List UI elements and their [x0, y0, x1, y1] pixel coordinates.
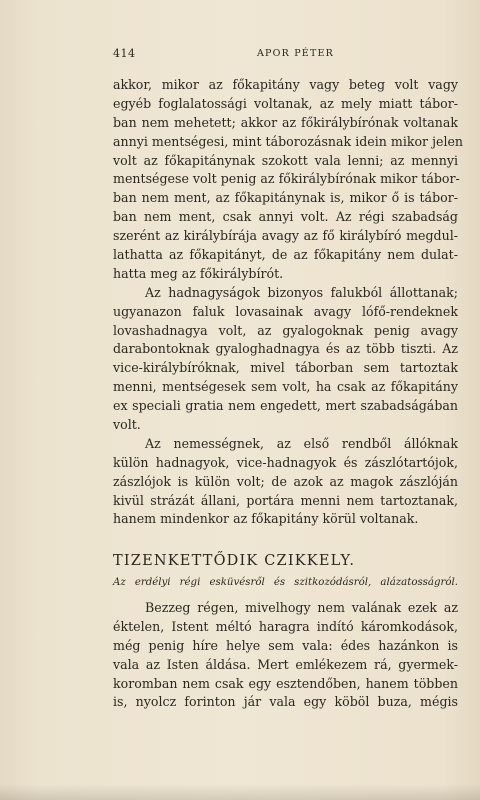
text-line: ex speciali gratia nem engedett, mert szabadságában — [113, 398, 458, 414]
page-header — [113, 47, 458, 61]
text-line: szerént az királybírája avagy az fő királybíró megdul- — [113, 228, 458, 244]
text-line: Az nemességnek, az első rendből állóknak — [145, 435, 458, 451]
text-line: akkor, mikor az főkapitány vagy beteg volt vagy — [113, 77, 458, 92]
text-line: ban nem ment, az főkapitánynak is, mikor ő is tábor- — [113, 190, 458, 206]
paragraph-continuation — [113, 76, 464, 284]
section-subtitle: Az erdélyi régi esküvésről és szitkozódásról, alázatosságról. — [113, 577, 458, 588]
text-line: zászlójok is külön volt; de azok az magok zászlóján — [113, 473, 458, 489]
text-line: volt az főkapitánynak szokott vala lenni; az mennyi — [113, 152, 458, 168]
text-line: ban nem ment, csak annyi volt. Az régi szabadság — [113, 209, 458, 225]
paragraph-hadnagysagok — [113, 284, 458, 435]
text-line: mentségese volt penig az főkirálybírónak mikor tábor- — [113, 171, 460, 187]
text-line: egyéb foglalatossági voltanak, az mely miatt tábor- — [113, 95, 458, 111]
text-line: menni, mentségesek sem volt, ha csak az főkapitány — [113, 379, 458, 395]
text-line: hatta meg az főkirálybírót. — [113, 265, 284, 281]
text-line: Bezzeg régen, mivelhogy nem valának ezek az — [145, 600, 458, 615]
text-line: ban nem mehetett; akkor az főkirálybírónak voltanak — [113, 114, 458, 130]
section-title: TIZENKETTŐDIK CZIKKELY. — [113, 553, 356, 569]
text-line: is, nyolcz forinton jár vala egy köböl buza, mégis — [113, 694, 458, 710]
text-line: kivül strázát állani, portára menni nem tartoztanak, — [113, 492, 458, 508]
running-head: APOR PÉTER — [257, 48, 334, 59]
text-line: hanem mindenkor az főkapitány körül voltanak. — [113, 511, 419, 527]
text-line: vala az Isten áldása. Mert emlékezem rá, gyermek- — [113, 656, 458, 672]
text-line: Az hadnagyságok bizonyos falukból állottanak; — [145, 284, 458, 300]
text-line: még penig híre helye sem vala: édes hazánkon is — [113, 637, 458, 653]
text-line: külön hadnagyok, vice-hadnagyok és zászlótartójok, — [113, 454, 458, 470]
text-line: ugyanazon faluk lovasainak avagy lófő-rendeknek — [113, 303, 458, 319]
main-text — [113, 76, 464, 529]
text-line: annyi mentségesi, mint táborozásnak idein mikor jelen — [113, 133, 464, 149]
text-line: lathatta az főkapitányt, de az főkapitány nem dulat- — [113, 247, 458, 263]
text-line: lovashadnagya volt, az gyalogoknak penig avagy — [113, 322, 458, 338]
page-number: 414 — [113, 47, 136, 60]
text-line: koromban nem csak egy esztendőben, hanem többen — [113, 675, 458, 691]
paragraph-nemesseg — [113, 435, 458, 529]
text-line: éktelen, Istent méltó haragra indító káromkodások, — [113, 618, 458, 634]
text-line: darabontoknak gyaloghadnagya és az több tiszti. Az — [113, 341, 458, 357]
section-text — [113, 598, 458, 711]
text-line: volt. — [113, 417, 141, 433]
text-line: vice-királybíróknak, mivel táborban sem tartoztak — [113, 360, 458, 376]
